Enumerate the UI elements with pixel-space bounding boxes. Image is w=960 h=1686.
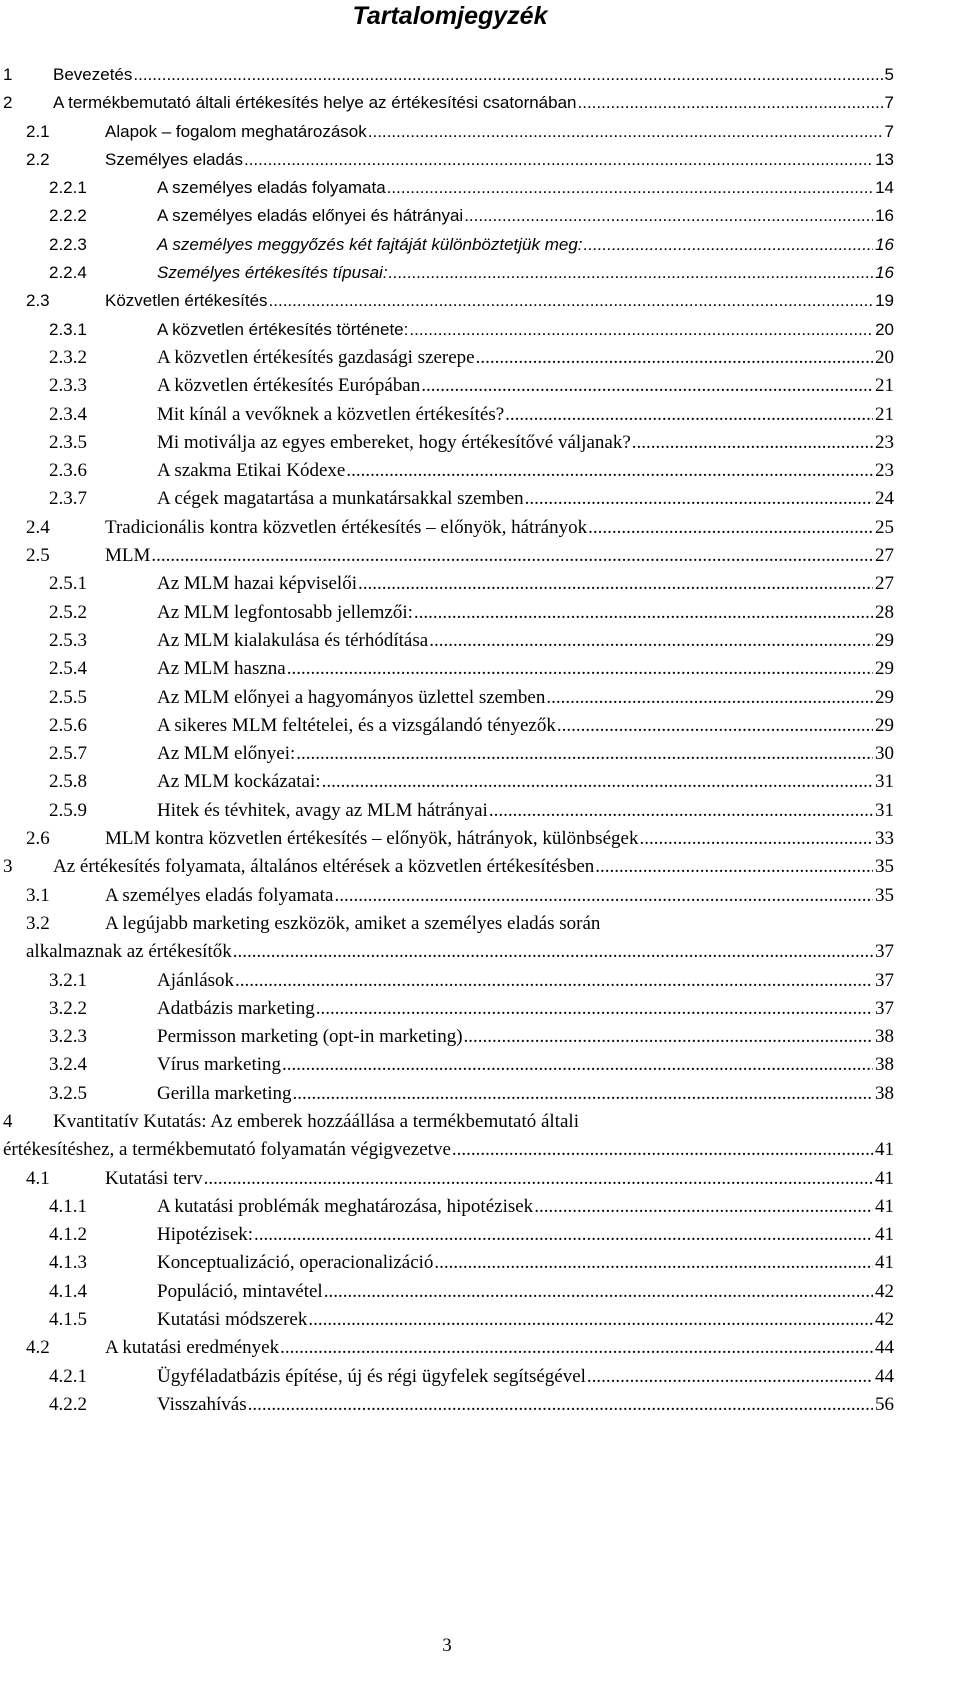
toc-entry[interactable] xyxy=(0,1080,894,1108)
toc-entry-page: 56 xyxy=(873,1391,894,1419)
toc-entry-number: 2.2.3 xyxy=(49,234,87,254)
toc-entry-page: 42 xyxy=(873,1278,894,1306)
toc-entry-title: Az MLM kialakulása és térhódítása xyxy=(157,627,429,655)
toc-entry-title: Kutatási módszerek xyxy=(157,1306,308,1334)
toc-entry-page: 31 xyxy=(873,797,894,825)
toc-entry-number: 2.5.2 xyxy=(49,601,87,623)
toc-entry-title: A közvetlen értékesítés gazdasági szerepe xyxy=(157,344,476,372)
toc-entry-title: A kutatási problémák meghatározása, hipotézisek xyxy=(157,1193,534,1221)
toc-entry-page: 16 xyxy=(873,259,894,287)
toc-entry-number: 4.1.1 xyxy=(49,1195,87,1217)
toc-entry-title-line xyxy=(157,1363,894,1391)
toc-entry-title: MLM kontra közvetlen értékesítés – előnyök, hátrányok, különbségek xyxy=(105,825,639,853)
toc-entry-page: 33 xyxy=(873,825,894,853)
toc-entry-page: 13 xyxy=(873,146,894,174)
toc-entry[interactable] xyxy=(0,316,894,344)
toc-entry-number: 2.5.3 xyxy=(49,629,87,651)
toc-entry[interactable] xyxy=(0,684,894,712)
toc-entry-page: 14 xyxy=(873,174,894,202)
toc-entry-page: 29 xyxy=(873,655,894,683)
toc-entry-number: 2.3.7 xyxy=(49,488,87,510)
toc-entry-title-line xyxy=(157,372,894,400)
toc-entry-title: Konceptualizáció, operacionalizáció xyxy=(157,1249,434,1277)
toc-entry-page: 28 xyxy=(873,599,894,627)
toc-dot-leader xyxy=(464,1023,873,1051)
toc-entry-title: A cégek magatartása a munkatársakkal szemben xyxy=(157,485,525,513)
toc-entry-title-line xyxy=(157,1221,894,1249)
toc-entry-page: 29 xyxy=(873,627,894,655)
toc-dot-leader xyxy=(639,825,873,853)
toc-entry-page: 38 xyxy=(873,1051,894,1079)
toc-entry-title: A legújabb marketing eszközök, amiket a személyes eladás során xyxy=(105,910,601,938)
toc-entry-title-line xyxy=(53,853,894,881)
toc-entry-title-line xyxy=(53,89,894,117)
toc-entry-title-line xyxy=(157,1051,894,1079)
toc-dot-leader xyxy=(414,599,873,627)
toc-dot-leader xyxy=(587,1363,873,1391)
toc-entry-title-line xyxy=(105,287,894,315)
toc-entry[interactable] xyxy=(0,485,894,513)
table-of-contents xyxy=(0,61,894,1419)
toc-entry-page: 23 xyxy=(873,429,894,457)
toc-entry-title: Vírus marketing xyxy=(157,1051,282,1079)
toc-entry[interactable] xyxy=(0,372,894,400)
toc-entry-number: 4.1.4 xyxy=(49,1280,87,1302)
toc-entry[interactable] xyxy=(0,1363,894,1391)
toc-entry[interactable] xyxy=(0,1023,894,1051)
toc-entry-page: 37 xyxy=(873,938,894,966)
toc-entry[interactable] xyxy=(0,1221,894,1249)
toc-entry-title-line xyxy=(157,1391,894,1419)
toc-entry-title-line xyxy=(157,259,894,287)
toc-dot-leader xyxy=(525,485,873,513)
toc-entry[interactable] xyxy=(0,1051,894,1079)
toc-entry-title-line xyxy=(157,401,894,429)
toc-entry-page: 42 xyxy=(873,1306,894,1334)
toc-dot-leader xyxy=(334,882,873,910)
toc-entry-title-line xyxy=(105,118,894,146)
toc-entry-page: 41 xyxy=(873,1249,894,1277)
toc-entry-page: 37 xyxy=(873,967,894,995)
toc-entry-number: 2.5.7 xyxy=(49,743,87,765)
toc-entry-title: MLM xyxy=(105,542,151,570)
toc-entry-title: A kutatási eredmények xyxy=(105,1334,280,1362)
toc-entry-title: Az MLM haszna xyxy=(157,655,287,683)
toc-dot-leader xyxy=(151,542,873,570)
toc-entry[interactable] xyxy=(0,287,894,315)
toc-entry-title-line xyxy=(157,967,894,995)
toc-entry[interactable] xyxy=(0,825,894,853)
toc-entry[interactable] xyxy=(0,1306,894,1334)
toc-entry-number: 4.2.1 xyxy=(49,1365,87,1387)
toc-entry-number: 2.3.6 xyxy=(49,460,87,482)
toc-entry-title: Az MLM előnyei: xyxy=(157,740,296,768)
toc-entry-title-line xyxy=(157,1306,894,1334)
toc-entry-title: Populáció, mintavétel xyxy=(157,1278,324,1306)
toc-entry-title-line xyxy=(157,599,894,627)
toc-entry-number: 3.2.2 xyxy=(49,997,87,1019)
toc-entry-number: 2.5.1 xyxy=(49,573,87,595)
toc-entry-title-line xyxy=(105,1165,894,1193)
toc-entry-number: 2.5.8 xyxy=(49,771,87,793)
toc-dot-leader xyxy=(296,740,873,768)
toc-entry-number: 4.1.3 xyxy=(49,1252,87,1274)
toc-entry-title: Hipotézisek: xyxy=(157,1221,254,1249)
toc-entry-title: A közvetlen értékesítés Európában xyxy=(157,372,421,400)
toc-entry-title: Kvantitatív Kutatás: Az emberek hozzáállása a termékbemutató általi xyxy=(53,1108,580,1136)
toc-entry-title: Az MLM kockázatai: xyxy=(157,768,322,796)
toc-entry-title-line xyxy=(157,1249,894,1277)
toc-entry[interactable] xyxy=(0,1249,894,1277)
toc-entry-number: 2.2.4 xyxy=(49,263,87,283)
toc-dot-leader xyxy=(316,995,873,1023)
toc-entry[interactable] xyxy=(0,853,894,881)
toc-entry-title: Gerilla marketing xyxy=(157,1080,293,1108)
toc-dot-leader xyxy=(248,1391,873,1419)
toc-entry-title-line xyxy=(157,231,894,259)
toc-entry-page: 30 xyxy=(873,740,894,768)
toc-entry-title-line xyxy=(105,1334,894,1362)
toc-dot-leader xyxy=(368,118,883,146)
toc-entry-number: 2.3.3 xyxy=(49,375,87,397)
toc-entry-number: 2.3.5 xyxy=(49,431,87,453)
toc-dot-leader xyxy=(595,853,873,881)
toc-entry-title: A közvetlen értékesítés története: xyxy=(157,316,409,344)
toc-entry-page: 41 xyxy=(873,1221,894,1249)
toc-entry-title: Az MLM hazai képviselői xyxy=(157,570,358,598)
toc-entry-page: 5 xyxy=(883,61,894,89)
toc-entry[interactable] xyxy=(0,627,894,655)
toc-entry-title: Az MLM előnyei a hagyományos üzlettel szemben xyxy=(157,684,546,712)
toc-entry[interactable] xyxy=(0,89,894,117)
toc-entry-page: 21 xyxy=(873,372,894,400)
toc-entry-title: Ajánlások xyxy=(157,967,235,995)
toc-entry-title-line xyxy=(157,768,894,796)
toc-entry-page: 23 xyxy=(873,457,894,485)
toc-entry-number: 4.1 xyxy=(26,1167,50,1189)
toc-entry-title-line xyxy=(157,429,894,457)
toc-entry[interactable] xyxy=(0,995,894,1023)
toc-dot-leader xyxy=(546,684,873,712)
toc-entry-title-line xyxy=(105,542,894,570)
toc-entry[interactable] xyxy=(0,542,894,570)
toc-entry-page: 35 xyxy=(873,882,894,910)
toc-entry[interactable] xyxy=(0,570,894,598)
toc-entry-page: 31 xyxy=(873,768,894,796)
toc-entry[interactable] xyxy=(0,118,894,146)
toc-entry-title-line xyxy=(105,882,894,910)
toc-entry-number: 4.1.2 xyxy=(49,1224,87,1246)
toc-entry-number: 4 xyxy=(3,1110,13,1132)
toc-entry[interactable] xyxy=(0,797,894,825)
toc-entry-title-line xyxy=(105,146,894,174)
toc-entry[interactable] xyxy=(0,599,894,627)
toc-dot-leader xyxy=(308,1306,873,1334)
toc-entry[interactable] xyxy=(0,655,894,683)
toc-dot-leader xyxy=(421,372,873,400)
toc-entry-title: Ügyféladatbázis építése, új és régi ügyfelek segítségével xyxy=(157,1363,587,1391)
toc-entry-page: 20 xyxy=(873,344,894,372)
toc-entry-number: 2.3.1 xyxy=(49,319,87,339)
toc-entry-number: 2 xyxy=(3,93,13,113)
toc-entry-number: 2.4 xyxy=(26,516,50,538)
toc-entry[interactable] xyxy=(0,910,894,938)
toc-dot-leader xyxy=(409,316,873,344)
toc-dot-leader xyxy=(324,1278,873,1306)
toc-entry[interactable] xyxy=(0,740,894,768)
toc-entry[interactable] xyxy=(0,146,894,174)
toc-entry-page: 16 xyxy=(873,202,894,230)
toc-entry[interactable] xyxy=(0,1278,894,1306)
toc-entry-title: Mi motiválja az egyes embereket, hogy értékesítővé váljanak? xyxy=(157,429,632,457)
toc-dot-leader xyxy=(358,570,873,598)
toc-dot-leader xyxy=(632,429,873,457)
toc-dot-leader xyxy=(133,61,882,89)
toc-entry-title: Adatbázis marketing xyxy=(157,995,316,1023)
toc-entry-page: 24 xyxy=(873,485,894,513)
toc-entry-page: 38 xyxy=(873,1023,894,1051)
toc-entry-page: 41 xyxy=(873,1136,894,1164)
toc-entry[interactable] xyxy=(0,1391,894,1419)
toc-entry-title-line xyxy=(157,1023,894,1051)
toc-dot-leader xyxy=(584,231,874,259)
toc-dot-leader xyxy=(280,1334,873,1362)
toc-entry[interactable] xyxy=(0,231,894,259)
toc-entry[interactable] xyxy=(0,1108,894,1136)
toc-entry-title: Bevezetés xyxy=(53,61,133,89)
toc-entry-title-line xyxy=(157,457,894,485)
toc-dot-leader xyxy=(293,1080,873,1108)
toc-entry-title: alkalmaznak az értékesítők xyxy=(26,938,233,966)
toc-entry-title: A személyes eladás folyamata xyxy=(105,882,334,910)
toc-entry[interactable] xyxy=(0,938,894,966)
toc-entry-title: A személyes meggyőzés két fajtáját különböztetjük meg: xyxy=(157,231,584,259)
toc-entry-number: 2.5.5 xyxy=(49,686,87,708)
toc-entry-number: 3 xyxy=(3,856,13,878)
toc-entry-title: Visszahívás xyxy=(157,1391,248,1419)
page-title: Tartalomjegyzék xyxy=(352,2,548,30)
toc-entry-number: 3.2.4 xyxy=(49,1054,87,1076)
toc-entry-title-line xyxy=(105,514,894,542)
toc-entry-page: 20 xyxy=(873,316,894,344)
toc-entry-title: értékesítéshez, a termékbemutató folyamatán végigvezetve xyxy=(3,1136,452,1164)
toc-entry-number: 4.2.2 xyxy=(49,1393,87,1415)
toc-dot-leader xyxy=(489,797,873,825)
toc-entry-title: Tradicionális kontra közvetlen értékesítés – előnyök, hátrányok xyxy=(105,514,588,542)
toc-entry[interactable] xyxy=(0,1136,894,1164)
toc-entry-title-line xyxy=(157,995,894,1023)
toc-entry-number: 3.2 xyxy=(26,912,50,934)
toc-dot-leader xyxy=(452,1136,873,1164)
toc-entry-title-line xyxy=(3,1136,894,1164)
toc-dot-leader xyxy=(204,1165,873,1193)
toc-entry[interactable] xyxy=(0,1193,894,1221)
toc-dot-leader xyxy=(389,259,874,287)
toc-entry-number: 2.6 xyxy=(26,828,50,850)
toc-entry-title-line xyxy=(105,825,894,853)
toc-dot-leader xyxy=(269,287,874,315)
toc-entry-page: 7 xyxy=(883,89,894,117)
toc-entry-title-line xyxy=(157,1080,894,1108)
toc-entry-number: 4.2 xyxy=(26,1337,50,1359)
toc-dot-leader xyxy=(287,655,873,683)
toc-entry-page: 35 xyxy=(873,853,894,881)
toc-entry-number: 1 xyxy=(3,65,13,84)
toc-entry-page: 21 xyxy=(873,401,894,429)
toc-dot-leader xyxy=(534,1193,873,1221)
toc-entry-title: Az MLM legfontosabb jellemzői: xyxy=(157,599,414,627)
toc-entry-title: Hitek és tévhitek, avagy az MLM hátrányai xyxy=(157,797,489,825)
toc-entry-title-line xyxy=(157,797,894,825)
toc-entry-title: Személyes eladás xyxy=(105,146,244,174)
toc-entry-number: 2.3.4 xyxy=(49,403,87,425)
toc-entry-page: 19 xyxy=(873,287,894,315)
toc-entry-page: 29 xyxy=(873,684,894,712)
toc-entry-title-line xyxy=(157,570,894,598)
toc-entry-number: 2.2.1 xyxy=(49,178,87,198)
toc-entry-number: 2.2.2 xyxy=(49,206,87,226)
toc-dot-leader xyxy=(578,89,883,117)
toc-entry-number: 2.5.4 xyxy=(49,658,87,680)
toc-dot-leader xyxy=(429,627,873,655)
toc-entry-number: 2.3 xyxy=(26,291,50,311)
toc-entry-page: 37 xyxy=(873,995,894,1023)
toc-entry-title: Az értékesítés folyamata, általános eltérések a közvetlen értékesítésben xyxy=(53,853,595,881)
toc-entry-title: A személyes eladás folyamata xyxy=(157,174,387,202)
toc-dot-leader xyxy=(557,712,873,740)
toc-entry-title: Alapok – fogalom meghatározások xyxy=(105,118,368,146)
toc-entry-page: 41 xyxy=(873,1165,894,1193)
toc-entry-number: 2.5.9 xyxy=(49,799,87,821)
toc-entry-title: A sikeres MLM feltételei, és a vizsgálandó tényezők xyxy=(157,712,557,740)
toc-dot-leader xyxy=(233,938,873,966)
toc-entry-title-line xyxy=(157,712,894,740)
toc-entry-number: 2.1 xyxy=(26,121,50,141)
toc-entry-title-line xyxy=(26,938,894,966)
toc-entry[interactable] xyxy=(0,457,894,485)
toc-entry-title-line xyxy=(157,1193,894,1221)
toc-entry-title-line xyxy=(157,684,894,712)
toc-entry-number: 2.2 xyxy=(26,149,50,169)
toc-entry-title: A szakma Etikai Kódexe xyxy=(157,457,346,485)
toc-entry-page: 25 xyxy=(873,514,894,542)
toc-entry-title-line xyxy=(157,316,894,344)
toc-entry-title-line xyxy=(157,655,894,683)
toc-entry-number: 3.2.3 xyxy=(49,1026,87,1048)
toc-entry-number: 4.1.5 xyxy=(49,1309,87,1331)
toc-entry[interactable] xyxy=(0,1165,894,1193)
toc-entry-title-line xyxy=(157,1278,894,1306)
toc-entry-title-line xyxy=(157,485,894,513)
toc-entry-page: 29 xyxy=(873,712,894,740)
toc-entry-title-line xyxy=(157,344,894,372)
toc-dot-leader xyxy=(322,768,873,796)
toc-dot-leader xyxy=(244,146,873,174)
toc-entry-title: A termékbemutató általi értékesítés helye az értékesítési csatornában xyxy=(53,89,578,117)
toc-dot-leader xyxy=(387,174,873,202)
toc-entry-title-line xyxy=(53,61,894,89)
toc-dot-leader xyxy=(254,1221,873,1249)
toc-entry-page: 38 xyxy=(873,1080,894,1108)
toc-entry[interactable] xyxy=(0,174,894,202)
toc-dot-leader xyxy=(282,1051,873,1079)
toc-entry-page: 41 xyxy=(873,1193,894,1221)
toc-entry[interactable] xyxy=(0,967,894,995)
toc-entry-title: Kutatási terv xyxy=(105,1165,204,1193)
toc-entry-page: 7 xyxy=(883,118,894,146)
toc-entry[interactable] xyxy=(0,401,894,429)
toc-entry[interactable] xyxy=(0,514,894,542)
toc-entry-title: Permisson marketing (opt-in marketing) xyxy=(157,1023,464,1051)
toc-entry-page: 27 xyxy=(873,542,894,570)
toc-entry-page: 44 xyxy=(873,1334,894,1362)
toc-entry[interactable] xyxy=(0,768,894,796)
toc-dot-leader xyxy=(235,967,873,995)
toc-dot-leader xyxy=(588,514,873,542)
toc-entry[interactable] xyxy=(0,344,894,372)
toc-entry-page: 16 xyxy=(873,231,894,259)
toc-entry-title-line xyxy=(157,174,894,202)
toc-entry[interactable] xyxy=(0,259,894,287)
page-number: 3 xyxy=(442,1635,452,1656)
toc-entry-title-line xyxy=(157,740,894,768)
toc-entry-number: 3.2.1 xyxy=(49,969,87,991)
toc-entry-title: A személyes eladás előnyei és hátrányai xyxy=(157,202,464,230)
toc-entry[interactable] xyxy=(0,429,894,457)
toc-dot-leader xyxy=(505,401,873,429)
toc-entry-title-line xyxy=(157,202,894,230)
toc-entry-number: 2.5 xyxy=(26,545,50,567)
toc-entry-number: 2.3.2 xyxy=(49,346,87,368)
toc-entry-title: Közvetlen értékesítés xyxy=(105,287,269,315)
toc-dot-leader xyxy=(476,344,873,372)
toc-entry-title-line xyxy=(105,910,601,938)
toc-entry-number: 2.5.6 xyxy=(49,714,87,736)
toc-dot-leader xyxy=(346,457,873,485)
toc-entry[interactable] xyxy=(0,712,894,740)
toc-entry-number: 3.1 xyxy=(26,884,50,906)
toc-entry[interactable] xyxy=(0,202,894,230)
toc-entry[interactable] xyxy=(0,1334,894,1362)
toc-entry-title: Személyes értékesítés típusai: xyxy=(157,259,389,287)
toc-entry[interactable] xyxy=(0,882,894,910)
toc-entry-number: 3.2.5 xyxy=(49,1082,87,1104)
toc-entry-title: Mit kínál a vevőknek a közvetlen értékesítés? xyxy=(157,401,505,429)
toc-entry-title-line xyxy=(157,627,894,655)
toc-entry-page: 27 xyxy=(873,570,894,598)
toc-dot-leader xyxy=(464,202,873,230)
toc-entry-title-line xyxy=(53,1108,580,1136)
toc-entry-page: 44 xyxy=(873,1363,894,1391)
toc-entry[interactable] xyxy=(0,61,894,89)
toc-dot-leader xyxy=(434,1249,873,1277)
